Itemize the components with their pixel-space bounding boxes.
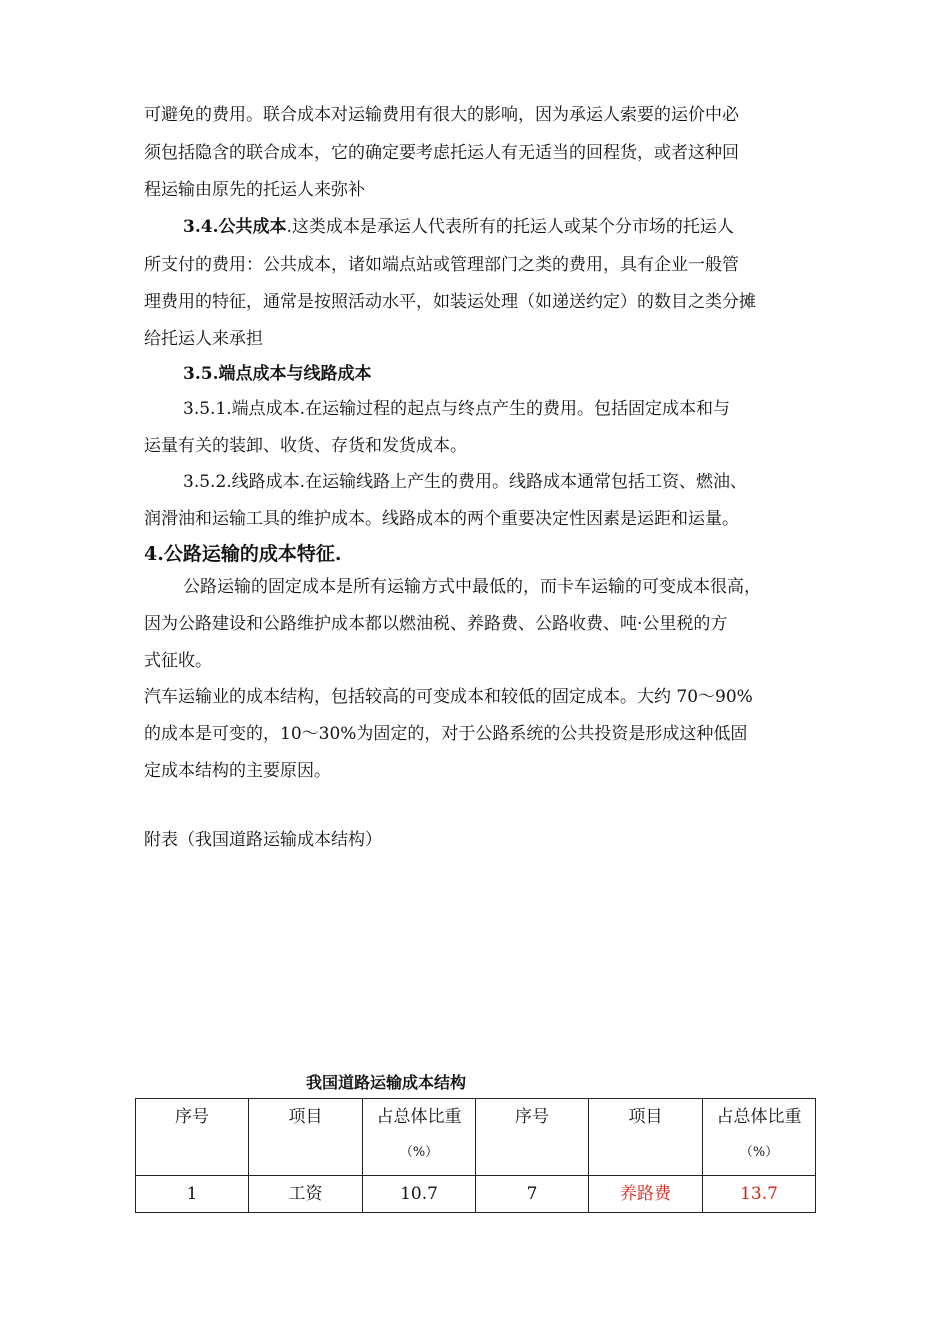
text-line: 3.5.1.端点成本.在运输过程的起点与终点产生的费用。包括固定成本和与 — [183, 399, 731, 419]
header-cell: 项目 — [589, 1099, 703, 1176]
header-label: 占总体比重 — [376, 1107, 462, 1127]
text-line: 因为公路建设和公路维护成本都以燃油税、养路费、公路收费、吨·公里税的方 — [144, 614, 728, 634]
table-cell: 7 — [476, 1176, 589, 1213]
text-line: 须包括隐含的联合成本，它的确定要考虑托运人有无适当的回程货，或者这种回 — [144, 143, 739, 163]
table-cell-highlight: 13.7 — [703, 1176, 816, 1213]
cost-structure-table — [135, 1098, 816, 1213]
text-line: 公路运输的固定成本是所有运输方式中最低的，而卡车运输的可变成本很高， — [183, 577, 761, 597]
text-line: 所支付的费用：公共成本，诸如端点站或管理部门之类的费用，具有企业一般管 — [144, 255, 739, 275]
section-4-heading: 4.公路运输的成本特征. — [144, 543, 342, 565]
text-line: 可避免的费用。联合成本对运输费用有很大的影响，因为承运人索要的运价中必 — [144, 105, 739, 125]
header-cell: 序号 — [476, 1099, 589, 1176]
section-3-4-heading: 3.4.公共成本 — [183, 217, 287, 237]
appendix-note: 附表（我国道路运输成本结构） — [144, 830, 382, 850]
header-unit: （%） — [399, 1145, 439, 1160]
header-cell-share — [363, 1099, 476, 1176]
table-cell: 10.7 — [363, 1176, 476, 1213]
section-3-4-first-line — [183, 215, 734, 239]
text-line: 程运输由原先的托运人来弥补 — [144, 180, 365, 200]
table-cell: 1 — [136, 1176, 249, 1213]
header-cell: 序号 — [136, 1099, 249, 1176]
table-row — [136, 1176, 816, 1213]
section-3-4-first-line-text: .这类成本是承运人代表所有的托运人或某个分市场的托运人 — [286, 217, 734, 237]
text-line: 给托运人来承担 — [144, 329, 263, 349]
header-cell-share — [703, 1099, 816, 1176]
header-unit: （%） — [739, 1145, 779, 1160]
text-line: 运量有关的装卸、收货、存货和发货成本。 — [144, 436, 467, 456]
section-3-5-heading: 3.5.端点成本与线路成本 — [183, 364, 372, 384]
header-label: 占总体比重 — [716, 1107, 802, 1127]
text-line: 定成本结构的主要原因。 — [144, 761, 331, 781]
text-line: 的成本是可变的，10～30%为固定的，对于公路系统的公共投资是形成这种低固 — [144, 724, 748, 744]
table-caption: 我国道路运输成本结构 — [306, 1073, 467, 1092]
table-header-row — [136, 1099, 816, 1176]
header-cell: 项目 — [249, 1099, 363, 1176]
text-line: 理费用的特征，通常是按照活动水平，如装运处理（如递送约定）的数目之类分摊 — [144, 292, 756, 312]
text-line: 汽车运输业的成本结构，包括较高的可变成本和较低的固定成本。大约 70～90% — [144, 687, 753, 707]
text-line: 润滑油和运输工具的维护成本。线路成本的两个重要决定性因素是运距和运量。 — [144, 509, 739, 529]
table-cell-highlight: 养路费 — [589, 1176, 703, 1213]
table-cell: 工资 — [249, 1176, 363, 1213]
text-line: 式征收。 — [144, 651, 212, 671]
text-line: 3.5.2.线路成本.在运输线路上产生的费用。线路成本通常包括工资、燃油、 — [183, 472, 748, 492]
